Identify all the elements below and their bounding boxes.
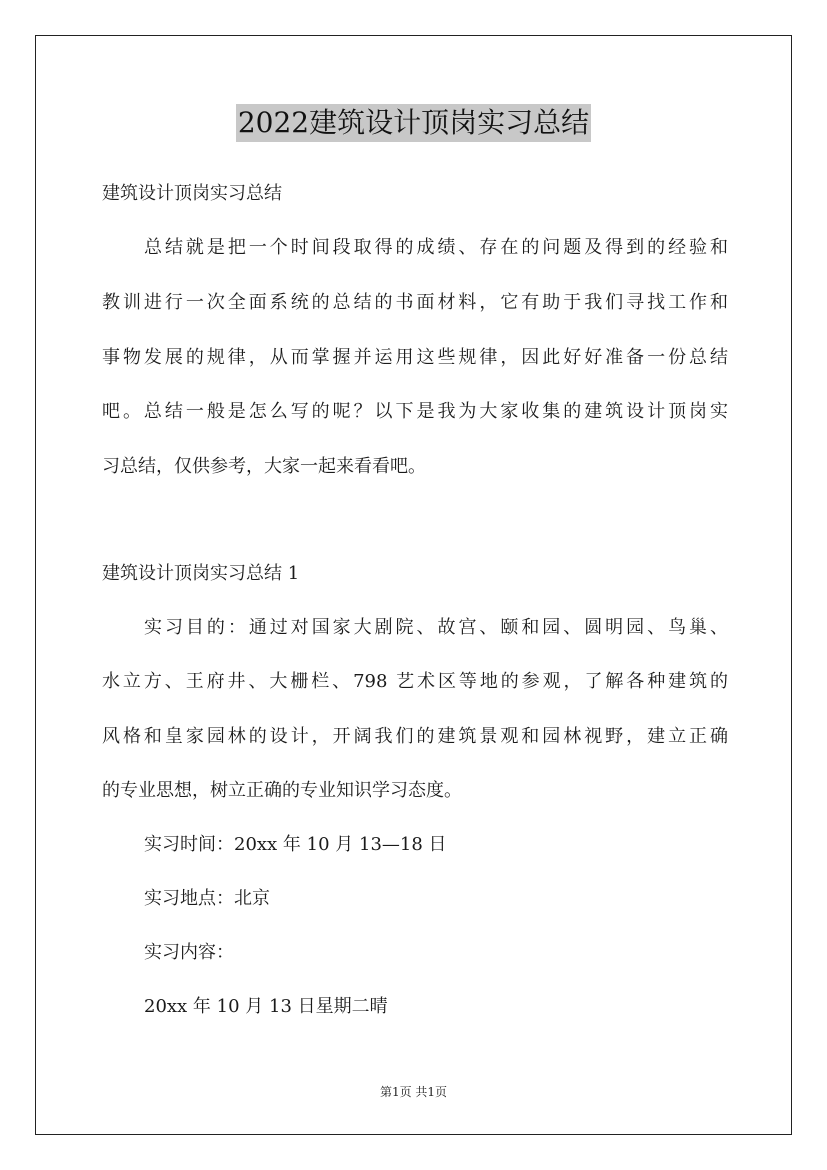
title-container	[0, 104, 827, 142]
intro-line-2: 教训进行一次全面系统的总结的书面材料，它有助于我们寻找工作和	[102, 292, 728, 313]
intro-line-3: 事物发展的规律，从而掌握并运用这些规律，因此好好准备一份总结	[102, 347, 728, 368]
page-footer: 第1页 共1页	[379, 1085, 448, 1099]
date-entry: 20xx 年 10 月 13 日星期二晴	[144, 996, 388, 1017]
section-heading: 建筑设计顶岗实习总结 1	[102, 563, 300, 584]
subtitle: 建筑设计顶岗实习总结	[102, 183, 282, 204]
practice-time: 实习时间：20xx 年 10 月 13—18 日	[144, 834, 447, 855]
practice-content-label: 实习内容：	[144, 942, 234, 963]
intro-line-5: 习总结，仅供参考，大家一起来看看吧。	[102, 456, 426, 477]
purpose-line-1: 实习目的：通过对国家大剧院、故宫、颐和园、圆明园、鸟巢、	[144, 617, 728, 638]
purpose-line-2: 水立方、王府井、大栅栏、798 艺术区等地的参观，了解各种建筑的	[102, 671, 728, 692]
intro-line-4: 吧。总结一般是怎么写的呢？以下是我为大家收集的建筑设计顶岗实	[102, 401, 728, 422]
purpose-line-3: 风格和皇家园林的设计，开阔我们的建筑景观和园林视野，建立正确	[102, 726, 728, 747]
intro-line-1: 总结就是把一个时间段取得的成绩、存在的问题及得到的经验和	[144, 237, 728, 258]
document-title: 2022建筑设计顶岗实习总结	[236, 104, 591, 142]
purpose-line-4: 的专业思想，树立正确的专业知识学习态度。	[102, 780, 462, 801]
practice-place: 实习地点：北京	[144, 888, 270, 909]
